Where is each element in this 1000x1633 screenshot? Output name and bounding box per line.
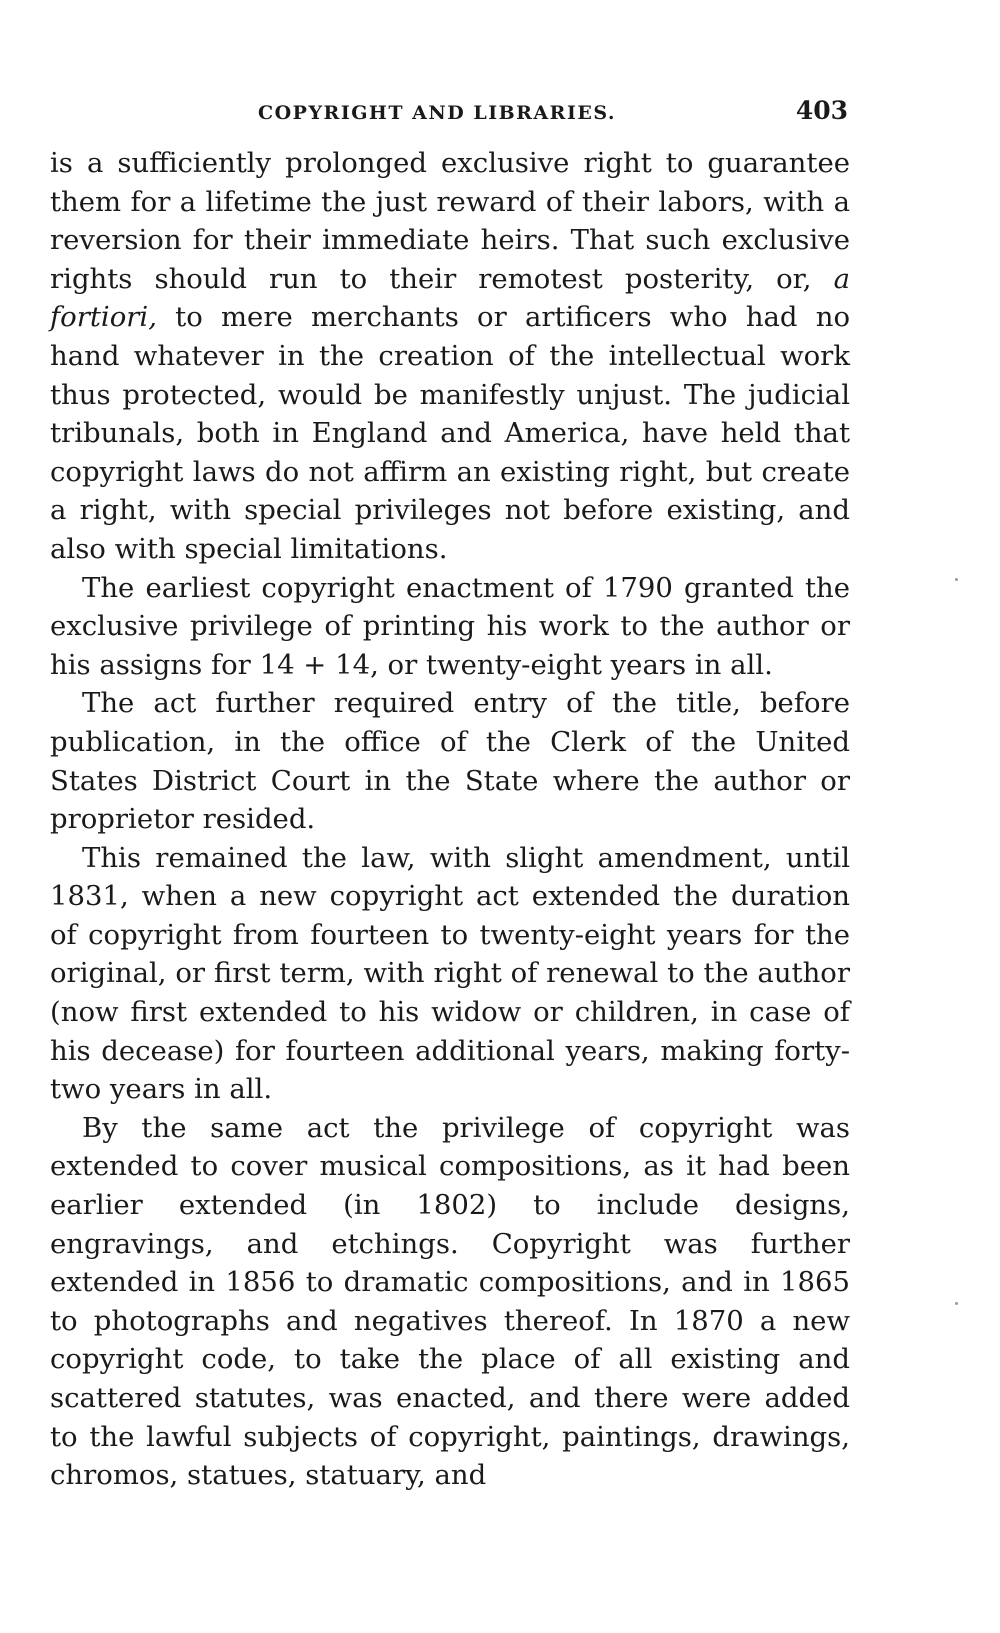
book-page bbox=[50, 92, 850, 1495]
paragraph: This remained the law, with slight amendment, until 1831, when a new copyright act extended the duration of copyright from fourteen to twenty-eight years for the original, or first term, with right of renewal to the author (now first extended to his widow or children, in case of his decease) for fourteen additional years, making forty-two years in all. bbox=[50, 841, 850, 1106]
page-number: 403 bbox=[795, 96, 848, 125]
running-head bbox=[50, 92, 850, 132]
paragraph: By the same act the privilege of copyright was extended to cover musical compositions, as it had been earlier extended (in 1802) to include designs, engravings, and etchings. Copyright was further extended in 1856 to dramatic compositions, and in 1865 to photographs and negatives thereof. In 1870 a new copyright code, to take the place of all existing and scattered statutes, was enacted, and there were added to the lawful subjects of copyright, paintings, drawings, chromos, statues, statuary, and bbox=[50, 1111, 850, 1492]
italic-phrase: a fortiori, bbox=[50, 262, 850, 334]
paragraph: The earliest copyright enactment of 1790 granted the exclusive privilege of printing his work to the author or his assigns for 14 + 14, or twenty-eight years in all. bbox=[50, 571, 850, 681]
paper-speck bbox=[955, 1302, 958, 1305]
paragraph-text: is a sufficiently prolonged exclusive right to guarantee them for a lifetime the just reward of their labors, with a reversion for their immediate heirs. That such exclusive rights should run to their remotest posterity, or, bbox=[50, 147, 850, 295]
paragraph-continued bbox=[50, 144, 850, 569]
running-title: COPYRIGHT AND LIBRARIES. bbox=[258, 102, 616, 124]
paragraph-text: to mere merchants or artificers who had no hand whatever in the creation of the intellectual work thus protected, would be manifestly unjust. The judicial tribunals, both in England and America, have held that copyright laws do not affirm an existing right, but create a right, with special privileges not before existing, and also with special limitations. bbox=[50, 301, 850, 565]
paper-speck bbox=[955, 578, 958, 581]
paragraph: The act further required entry of the title, before publication, in the office of the Clerk of the United States District Court in the State where the author or proprietor resided. bbox=[50, 687, 850, 836]
body-text bbox=[50, 144, 850, 1495]
